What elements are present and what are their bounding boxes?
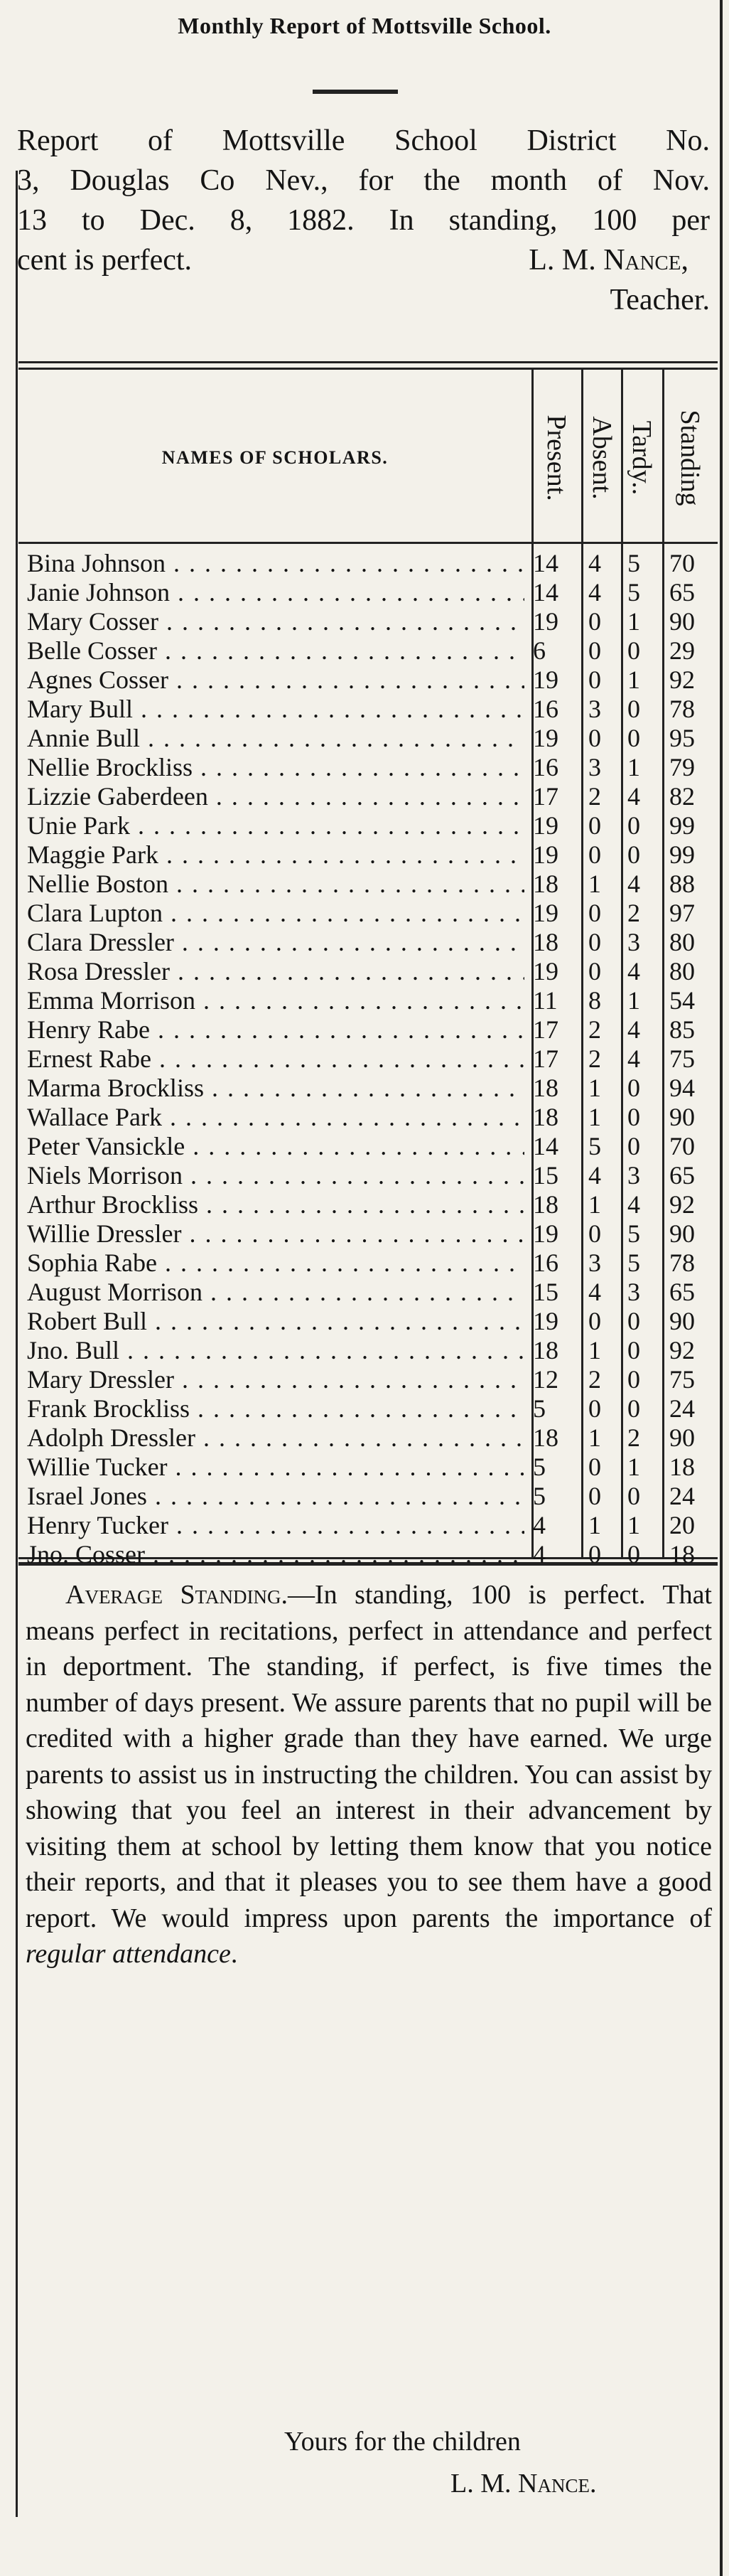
section-dash [313, 90, 398, 94]
tardy-value: 5 [627, 1249, 640, 1277]
standing-value: 65 [669, 1278, 695, 1306]
tardy-value: 0 [627, 1307, 640, 1335]
standing-value: 24 [669, 1482, 695, 1510]
table-row [27, 811, 716, 840]
table-row [27, 607, 716, 636]
present-value: 17 [533, 782, 558, 811]
right-column-rule [720, 0, 723, 2576]
tardy-value: 4 [627, 1015, 640, 1044]
scholar-name: Jno. Cosser . . . [27, 1540, 524, 1569]
table-row [27, 1219, 716, 1249]
teacher-signature: L. M. Nance, [529, 244, 688, 277]
names-of-scholars-header: NAMES OF SCHOLARS. [161, 447, 389, 468]
standing-value: 78 [669, 695, 695, 723]
standing-value: 99 [669, 811, 695, 840]
present-value: 4 [533, 1511, 546, 1539]
absent-value: 1 [588, 1103, 601, 1131]
table-row [27, 1190, 716, 1219]
absent-value: 4 [588, 549, 601, 577]
scholar-name: Jno. Bull . . . [27, 1336, 524, 1365]
closing-signature [450, 2468, 596, 2499]
present-value: 19 [533, 899, 558, 927]
present-value: 6 [533, 636, 546, 665]
present-value: 18 [533, 870, 558, 898]
tardy-value: 0 [627, 811, 640, 840]
present-value: 15 [533, 1161, 558, 1190]
table-row [27, 1453, 716, 1482]
tardy-value: 0 [627, 1482, 640, 1510]
scholar-name: Mary Dressler . . . [27, 1365, 524, 1394]
standing-value: 82 [669, 782, 695, 811]
scholar-name: Unie Park . . . [27, 811, 524, 840]
present-header-label: Present. [541, 415, 571, 501]
scholar-name: Robert Bull . . . [27, 1307, 524, 1336]
standing-value: 78 [669, 1249, 695, 1277]
present-value: 19 [533, 811, 558, 840]
tardy-value: 1 [627, 986, 640, 1015]
absent-value: 0 [588, 1482, 601, 1510]
tardy-value: 0 [627, 1365, 640, 1394]
present-value: 18 [533, 1190, 558, 1219]
table-header-rule [18, 542, 718, 544]
intro-line: cent is perfect. [17, 244, 193, 277]
table-row [27, 1511, 716, 1540]
intro-line: Report of Mottsville School District No. [17, 124, 710, 157]
table-row [27, 695, 716, 724]
table-row [27, 1161, 716, 1190]
average-standing-notice [26, 1577, 712, 1972]
standing-value: 80 [669, 928, 695, 956]
absent-value: 0 [588, 1307, 601, 1335]
scholar-name: Lizzie Gaberdeen . . . [27, 782, 524, 811]
absent-value: 4 [588, 1161, 601, 1190]
absent-value: 0 [588, 840, 601, 869]
table-row [27, 1394, 716, 1423]
present-value: 19 [533, 666, 558, 694]
tardy-value: 1 [627, 666, 640, 694]
tardy-header-label: Tardy.. [627, 420, 657, 496]
absent-header-label: Absent. [587, 416, 617, 500]
scholar-name: Niels Morrison . . . [27, 1161, 524, 1190]
table-row [27, 957, 716, 986]
absent-value: 3 [588, 1249, 601, 1277]
absent-value: 0 [588, 1540, 601, 1568]
headline: Monthly Report of Mottsville School. [178, 13, 551, 38]
tardy-value: 2 [627, 899, 640, 927]
present-value: 16 [533, 695, 558, 723]
scholar-name: Israel Jones . . . [27, 1482, 524, 1511]
tardy-value: 5 [627, 1219, 640, 1248]
report-intro [17, 121, 710, 320]
absent-value: 4 [588, 578, 601, 606]
tardy-value: 3 [627, 1161, 640, 1190]
table-row [27, 1132, 716, 1161]
present-value: 19 [533, 1307, 558, 1335]
tardy-value: 2 [627, 1423, 640, 1452]
tardy-value: 3 [627, 928, 640, 956]
table-row [27, 1074, 716, 1103]
table-row [27, 1278, 716, 1307]
table-row [27, 870, 716, 899]
absent-value: 0 [588, 1219, 601, 1248]
standing-value: 99 [669, 840, 695, 869]
absent-value: 8 [588, 986, 601, 1015]
present-value: 15 [533, 1278, 558, 1306]
present-value: 14 [533, 549, 558, 577]
tardy-value: 1 [627, 753, 640, 781]
standing-value: 85 [669, 1015, 695, 1044]
table-row [27, 1336, 716, 1365]
intro-line: 13 to Dec. 8, 1882. In standing, 100 per [17, 204, 710, 237]
absent-value: 0 [588, 1453, 601, 1481]
scholar-name: Willie Tucker . . . [27, 1453, 524, 1482]
closing-signature-name: L. M. Nance. [450, 2469, 597, 2498]
standing-column-header [669, 375, 711, 540]
tardy-value: 4 [627, 957, 640, 985]
absent-value: 1 [588, 1190, 601, 1219]
standing-value: 92 [669, 1190, 695, 1219]
scholar-name: Ernest Rabe . . . [27, 1044, 524, 1074]
table-row [27, 840, 716, 870]
absent-value: 5 [588, 1132, 601, 1160]
present-value: 18 [533, 928, 558, 956]
standing-value: 70 [669, 549, 695, 577]
present-value: 16 [533, 753, 558, 781]
intro-signature-row [17, 240, 710, 280]
tardy-value: 0 [627, 695, 640, 723]
tardy-value: 0 [627, 1336, 640, 1364]
standing-value: 20 [669, 1511, 695, 1539]
standing-value: 65 [669, 1161, 695, 1190]
standing-value: 90 [669, 1307, 695, 1335]
table-row [27, 928, 716, 957]
tardy-value: 3 [627, 1278, 640, 1306]
standing-header-label: Standing [675, 410, 705, 506]
absent-value: 1 [588, 1511, 601, 1539]
present-value: 14 [533, 1132, 558, 1160]
table-row [27, 753, 716, 782]
standing-value: 70 [669, 1132, 695, 1160]
tardy-column-header [621, 375, 662, 540]
teacher-title: Teacher. [610, 284, 710, 316]
scholar-name: Adolph Dressler . . . [27, 1423, 524, 1453]
scholar-name: Peter Vansickle . . . [27, 1132, 524, 1161]
present-value: 16 [533, 1249, 558, 1277]
present-value: 5 [533, 1394, 546, 1423]
absent-value: 2 [588, 1015, 601, 1044]
scholar-name: Nellie Boston . . . [27, 870, 524, 899]
absent-value: 0 [588, 666, 601, 694]
present-value: 5 [533, 1453, 546, 1481]
standing-value: 18 [669, 1540, 695, 1568]
scholar-name: Henry Rabe . . . [27, 1015, 524, 1044]
scholar-name: Marma Brockliss . . . [27, 1074, 524, 1103]
table-row [27, 1482, 716, 1511]
absent-value: 3 [588, 695, 601, 723]
scholar-name: Bina Johnson . . . [27, 549, 524, 578]
scholar-name: August Morrison . . . [27, 1278, 524, 1307]
present-value: 4 [533, 1540, 546, 1568]
absent-value: 3 [588, 753, 601, 781]
scholar-name: Emma Morrison . . . [27, 986, 524, 1015]
standing-value: 80 [669, 957, 695, 985]
absent-value: 1 [588, 1423, 601, 1452]
present-value: 18 [533, 1074, 558, 1102]
standing-value: 75 [669, 1365, 695, 1394]
notice-heading: Average Standing. [65, 1580, 288, 1610]
scholar-name: Janie Johnson . . . [27, 578, 524, 607]
present-value: 5 [533, 1482, 546, 1510]
scholar-name: Henry Tucker . . . [27, 1511, 524, 1540]
absent-value: 0 [588, 811, 601, 840]
tardy-value: 4 [627, 1044, 640, 1073]
tardy-value: 4 [627, 782, 640, 811]
present-value: 19 [533, 724, 558, 752]
present-value: 14 [533, 578, 558, 606]
scholar-name: Nellie Brockliss . . . [27, 753, 524, 782]
present-value: 18 [533, 1103, 558, 1131]
scholar-name: Clara Lupton . . . [27, 899, 524, 928]
present-value: 19 [533, 1219, 558, 1248]
present-value: 19 [533, 840, 558, 869]
standing-value: 92 [669, 1336, 695, 1364]
standing-value: 90 [669, 1423, 695, 1452]
scholar-table-body [27, 549, 716, 1569]
standing-value: 79 [669, 753, 695, 781]
absent-value: 1 [588, 1336, 601, 1364]
scholar-name: Annie Bull . . . [27, 724, 524, 753]
scholar-name: Belle Cosser . . . [27, 636, 524, 666]
present-value: 19 [533, 957, 558, 985]
table-row [27, 1423, 716, 1453]
scholar-name: Rosa Dressler . . . [27, 957, 524, 986]
notice-text: —In standing, 100 is perfect. That means perfect in recitations, perfect in attendance and perfect in deportment. The standing, if perfect, is five times the number of days present. We assure parents that no pupil will be credited with a higher grade than they have earned. We urge parents to assist us in instructing the children. You can assist by showing that you feel an interest in their advancement by visiting them at school by letting them know that you notice their reports, and that it pleases you to see them have a good report. We would impress upon parents the importance of [26, 1580, 712, 1933]
table-row [27, 782, 716, 811]
present-column-header [536, 375, 577, 540]
table-row [27, 636, 716, 666]
table-row [27, 578, 716, 607]
present-value: 18 [533, 1336, 558, 1364]
scholar-name: Maggie Park . . . [27, 840, 524, 870]
present-value: 19 [533, 607, 558, 636]
tardy-value: 0 [627, 1103, 640, 1131]
tardy-value: 1 [627, 1453, 640, 1481]
absent-value: 0 [588, 1394, 601, 1423]
standing-value: 75 [669, 1044, 695, 1073]
scholar-name: Frank Brockliss . . . [27, 1394, 524, 1423]
present-value: 11 [533, 986, 558, 1015]
scholar-name: Sophia Rabe . . . [27, 1249, 524, 1278]
tardy-value: 0 [627, 724, 640, 752]
standing-value: 92 [669, 666, 695, 694]
notice-paragraph [26, 1577, 712, 1972]
scholar-name: Arthur Brockliss . . . [27, 1190, 524, 1219]
table-row [27, 1044, 716, 1074]
standing-value: 95 [669, 724, 695, 752]
scholar-name: Agnes Cosser . . . [27, 666, 524, 695]
absent-value: 0 [588, 724, 601, 752]
notice-end: . [230, 1939, 238, 1969]
table-row [27, 1249, 716, 1278]
tardy-value: 0 [627, 1132, 640, 1160]
table-row [27, 986, 716, 1015]
tardy-value: 4 [627, 1190, 640, 1219]
standing-value: 65 [669, 578, 695, 606]
standing-value: 88 [669, 870, 695, 898]
table-row [27, 899, 716, 928]
standing-value: 94 [669, 1074, 695, 1102]
table-top-rule [18, 361, 718, 363]
standing-value: 90 [669, 607, 695, 636]
tardy-value: 0 [627, 1074, 640, 1102]
table-row [27, 1307, 716, 1336]
table-row [27, 1365, 716, 1394]
left-column-rule [16, 171, 18, 2517]
standing-value: 90 [669, 1103, 695, 1131]
standing-value: 54 [669, 986, 695, 1015]
table-row [27, 666, 716, 695]
absent-column-header [581, 375, 622, 540]
absent-value: 0 [588, 899, 601, 927]
table-row [27, 1103, 716, 1132]
table-row [27, 1540, 716, 1569]
table-row [27, 549, 716, 578]
scholar-name: Mary Bull . . . [27, 695, 524, 724]
absent-value: 2 [588, 782, 601, 811]
table-row [27, 724, 716, 753]
present-value: 17 [533, 1015, 558, 1044]
present-value: 18 [533, 1423, 558, 1452]
table-top-rule [18, 368, 718, 370]
closing-line: Yours for the children [284, 2427, 521, 2457]
absent-value: 1 [588, 1074, 601, 1102]
tardy-value: 0 [627, 1394, 640, 1423]
absent-value: 0 [588, 636, 601, 665]
present-value: 17 [533, 1044, 558, 1073]
tardy-value: 5 [627, 549, 640, 577]
absent-value: 0 [588, 957, 601, 985]
present-value: 12 [533, 1365, 558, 1394]
standing-value: 24 [669, 1394, 695, 1423]
standing-value: 18 [669, 1453, 695, 1481]
tardy-value: 4 [627, 870, 640, 898]
tardy-value: 1 [627, 607, 640, 636]
intro-line: 3, Douglas Co Nev., for the month of Nov. [17, 164, 710, 197]
tardy-value: 1 [627, 1511, 640, 1539]
absent-value: 2 [588, 1044, 601, 1073]
tardy-value: 0 [627, 1540, 640, 1568]
absent-value: 0 [588, 928, 601, 956]
scholar-name: Wallace Park . . . [27, 1103, 524, 1132]
scholar-name: Mary Cosser . . . [27, 607, 524, 636]
tardy-value: 5 [627, 578, 640, 606]
absent-value: 2 [588, 1365, 601, 1394]
standing-value: 90 [669, 1219, 695, 1248]
notice-emphasis: regular attendance [26, 1939, 231, 1969]
table-row [27, 1015, 716, 1044]
standing-value: 97 [669, 899, 695, 927]
tardy-value: 0 [627, 840, 640, 869]
absent-value: 0 [588, 607, 601, 636]
standing-value: 29 [669, 636, 695, 665]
scholar-name: Clara Dressler . . . [27, 928, 524, 957]
scholar-name: Willie Dressler . . . [27, 1219, 524, 1249]
tardy-value: 0 [627, 636, 640, 665]
absent-value: 1 [588, 870, 601, 898]
absent-value: 4 [588, 1278, 601, 1306]
